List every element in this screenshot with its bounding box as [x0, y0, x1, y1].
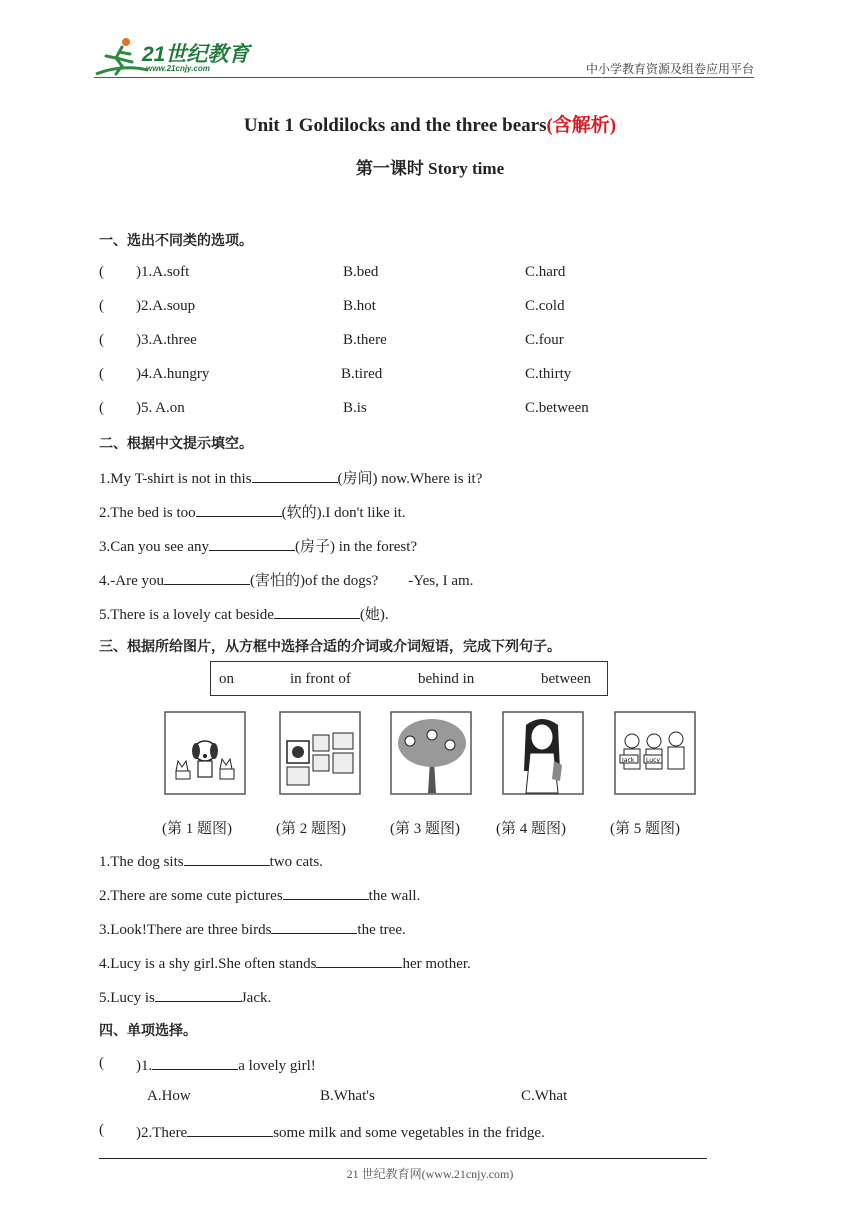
- picture-caption: (第 2 题图): [276, 821, 346, 837]
- picture-caption: (第 4 题图): [496, 821, 566, 837]
- s1-paren: (: [99, 332, 104, 348]
- s2-item-1-pre: 1.My T-shirt is not in this: [99, 471, 252, 487]
- s3-item-1-pre: 1.The dog sits: [99, 854, 184, 870]
- footer-text: 21 世纪教育网(www.21cnjy.com): [346, 1167, 514, 1181]
- section3-heading: 三、根据所给图片，从方框中选择合适的介词或介词短语，完成下列句子。: [99, 639, 561, 655]
- s4-q2-post: some milk and some vegetables in the fridge.: [273, 1125, 545, 1141]
- answer-blank[interactable]: [152, 1055, 238, 1070]
- s1-row-5: [99, 400, 104, 417]
- lucy-between-children-picture: [614, 711, 696, 795]
- logo-text: 21世纪教育: [142, 43, 250, 66]
- picture-caption: (第 1 题图): [162, 821, 232, 837]
- footer-divider: [99, 1158, 707, 1159]
- section1-heading: 一、选出不同类的选项。: [99, 233, 253, 249]
- answer-blank[interactable]: [187, 1122, 273, 1137]
- s3-item-5: [99, 987, 271, 1007]
- s2-item-5: [99, 603, 389, 624]
- pictures-on-wall-picture: [279, 711, 361, 795]
- s1-q1: )1.A.soft: [136, 264, 190, 280]
- s3-item-4-post: her mother.: [402, 956, 471, 972]
- s1-q2: )2.A.soup: [136, 298, 196, 314]
- s2-item-2: [99, 501, 406, 522]
- lucy-label: Lucy: [646, 757, 660, 764]
- s1-row-2: [99, 298, 104, 315]
- s3-item-5-post: Jack.: [240, 990, 272, 1006]
- s4-q1: [136, 1055, 316, 1075]
- s3-item-2-pre: 2.There are some cute pictures: [99, 888, 283, 904]
- answer-blank[interactable]: [155, 987, 241, 1002]
- jack-label: Jack: [622, 757, 635, 764]
- s2-item-5-post: (她).: [359, 607, 389, 623]
- s4-q2-pre: )2.There: [136, 1125, 188, 1141]
- s4-q2-paren: (: [99, 1122, 104, 1138]
- s2-item-1-post: (房间) now.Where is it?: [337, 471, 483, 487]
- s1-q4: )4.A.hungry: [136, 366, 210, 382]
- s2-item-5-pre: 5.There is a lovely cat beside: [99, 607, 274, 623]
- s2-item-2-pre: 2.The bed is too: [99, 505, 196, 521]
- s2-item-4-pre: 4.-Are you: [99, 573, 164, 589]
- s4-q1-paren: (: [99, 1055, 104, 1071]
- page-subtitle: 第一课时 Story time: [355, 159, 505, 178]
- answer-blank[interactable]: [184, 851, 270, 866]
- word-box-item: on: [219, 671, 234, 687]
- logo-url: www.21cnjy.com: [146, 64, 210, 73]
- s2-item-3-post: (房子) in the forest?: [294, 539, 418, 555]
- s1-q5-b: B.is: [343, 400, 367, 416]
- header-divider: [94, 77, 754, 78]
- platform-name: 中小学教育资源及组卷应用平台: [585, 62, 754, 76]
- page-title: [0, 110, 860, 137]
- s4-q2: [136, 1122, 545, 1142]
- s1-paren: (: [99, 400, 104, 416]
- s4-q1-option-b: B.What's: [320, 1088, 375, 1104]
- picture-caption: (第 3 题图): [390, 821, 460, 837]
- s2-item-2-post: (软的).I don't like it.: [281, 505, 406, 521]
- answer-blank[interactable]: [316, 953, 402, 968]
- word-box-item: between: [541, 671, 591, 687]
- s2-item-3: [99, 535, 417, 556]
- word-box-item: behind in: [418, 671, 475, 687]
- s3-item-4: [99, 953, 471, 973]
- s1-q2-b: B.hot: [343, 298, 376, 314]
- s1-q2-c: C.cold: [525, 298, 565, 314]
- s1-paren: (: [99, 366, 104, 382]
- title-note: (含解析): [546, 115, 617, 136]
- picture-caption: (第 5 题图): [610, 821, 680, 837]
- section4-heading: 四、单项选择。: [99, 1023, 197, 1039]
- answer-blank[interactable]: [274, 604, 360, 619]
- s3-item-3-pre: 3.Look!There are three birds: [99, 922, 272, 938]
- s1-paren: (: [99, 264, 104, 280]
- answer-blank[interactable]: [196, 502, 282, 517]
- birds-in-tree-picture: [390, 711, 472, 795]
- s1-q4-c: C.thirty: [525, 366, 572, 382]
- s3-item-3: [99, 919, 406, 939]
- s4-q1-pre: )1.: [136, 1058, 153, 1074]
- answer-blank[interactable]: [209, 536, 295, 551]
- s3-item-1-post: two cats.: [269, 854, 323, 870]
- word-box: [210, 661, 608, 696]
- s4-q1-post: a lovely girl!: [238, 1058, 316, 1074]
- answer-blank[interactable]: [271, 919, 357, 934]
- s3-item-2-post: the wall.: [368, 888, 421, 904]
- s2-item-3-pre: 3.Can you see any: [99, 539, 209, 555]
- s1-q1-b: B.bed: [343, 264, 379, 280]
- s1-q3-b: B.there: [343, 332, 387, 348]
- s1-row-1: [99, 264, 104, 281]
- s3-item-3-post: the tree.: [357, 922, 406, 938]
- s2-item-1: [99, 467, 482, 488]
- s4-q1-option-a: A.How: [147, 1088, 191, 1104]
- s1-q4-b: B.tired: [341, 366, 383, 382]
- dog-between-cats-picture: [164, 711, 246, 795]
- s1-q1-c: C.hard: [525, 264, 566, 280]
- s1-row-3: [99, 332, 104, 349]
- s3-item-1: [99, 851, 323, 871]
- s3-item-4-pre: 4.Lucy is a shy girl.She often stands: [99, 956, 317, 972]
- s1-row-4: [99, 366, 104, 383]
- s1-paren: (: [99, 298, 104, 314]
- s2-item-4: [99, 569, 473, 590]
- girl-behind-mother-picture: [502, 711, 584, 795]
- s1-q3-c: C.four: [525, 332, 564, 348]
- answer-blank[interactable]: [252, 468, 338, 483]
- s1-q5: )5. A.on: [136, 400, 185, 416]
- answer-blank[interactable]: [164, 570, 250, 585]
- s4-q1-option-c: C.What: [521, 1088, 568, 1104]
- word-box-item: in front of: [290, 671, 351, 687]
- answer-blank[interactable]: [283, 885, 369, 900]
- s3-item-2: [99, 885, 420, 905]
- s1-q3: )3.A.three: [136, 332, 197, 348]
- section2-heading: 二、根据中文提示填空。: [99, 436, 253, 452]
- title-main: Unit 1 Goldilocks and the three bears: [243, 115, 547, 136]
- s1-q5-c: C.between: [525, 400, 589, 416]
- s3-item-5-pre: 5.Lucy is: [99, 990, 155, 1006]
- s2-item-4-post: (害怕的)of the dogs? -Yes, I am.: [249, 573, 474, 589]
